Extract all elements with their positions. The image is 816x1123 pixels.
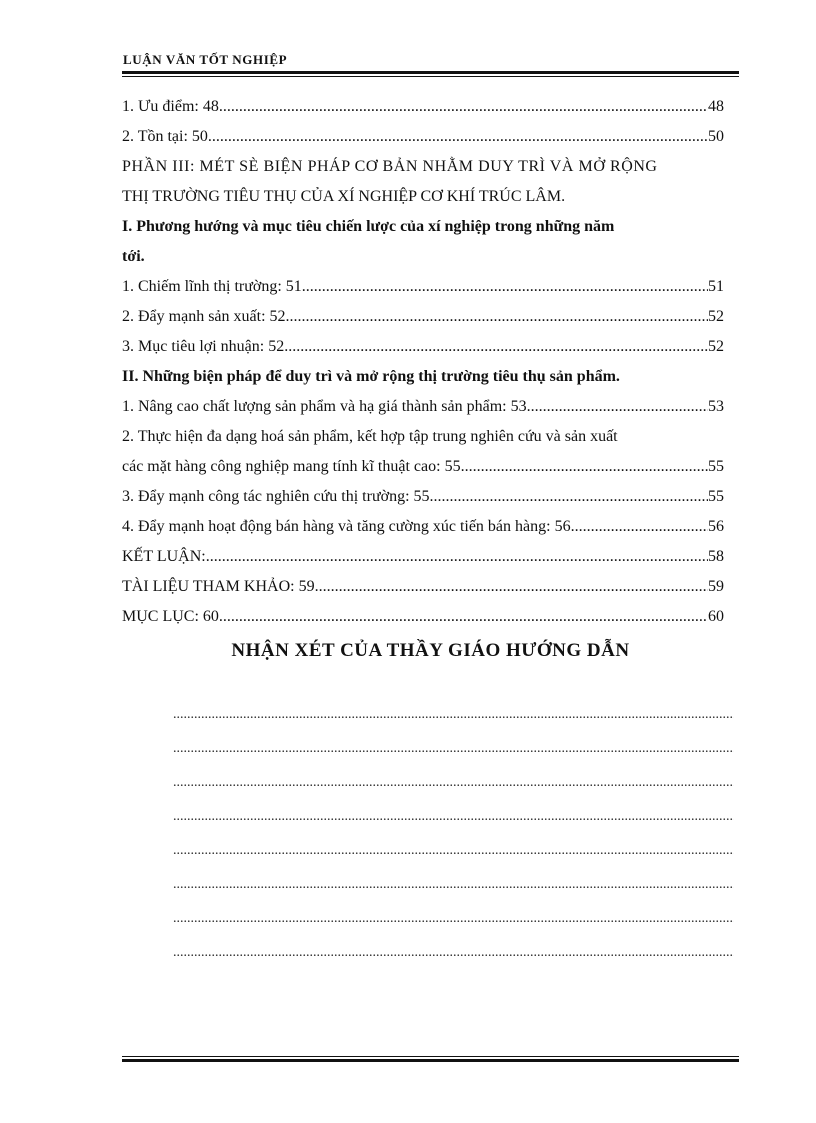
comment-dotted-line: [173, 773, 734, 807]
toc-entry: [122, 272, 724, 302]
toc-entry-page: 55: [708, 458, 724, 475]
toc-entry-text: 2. Tồn tại: 50: [122, 128, 208, 145]
comment-dotted-line: [173, 841, 734, 875]
toc-entry: [122, 302, 724, 332]
toc-dot-leader: [219, 92, 708, 122]
toc-dot-leader: [206, 542, 708, 572]
toc-part-heading: PHẦN III: MÉT SÈ BIỆN PHÁP CƠ BẢN NHẰM DUY TRÌ VÀ MỞ RỘNG: [122, 158, 658, 175]
toc-entry-text-wrapped: 2. Thực hiện đa dạng hoá sản phẩm, kết hợp tập trung nghiên cứu và sản xuất: [122, 428, 618, 445]
comment-dotted-line: [173, 909, 734, 943]
toc-entry: [122, 512, 724, 542]
toc-dot-leader: [571, 512, 708, 542]
toc-dot-leader: [286, 302, 708, 332]
toc-entry-text: 1. Chiếm lĩnh thị trường: 51: [122, 278, 302, 295]
comment-dotted-line: [173, 807, 734, 841]
toc-section-heading: II. Những biện pháp để duy trì và mở rộng thị trường tiêu thụ sản phẩm.: [122, 368, 620, 385]
toc-entry-text: 4. Đẩy mạnh hoạt động bán hàng và tăng cường xúc tiến bán hàng: 56: [122, 518, 571, 535]
toc-entry: [122, 482, 724, 512]
toc-entry: [122, 452, 724, 482]
toc-entry-page: 52: [708, 338, 724, 355]
header-double-rule: [122, 71, 739, 77]
toc-section-heading-continued: tới.: [122, 248, 145, 265]
toc-entry-page: 60: [708, 608, 724, 625]
toc-part-heading-continued: THỊ TRƯỜNG TIÊU THỤ CỦA XÍ NGHIỆP CƠ KHÍ TRÚC LÂM.: [122, 188, 566, 205]
toc-entry-page: 56: [708, 518, 724, 535]
toc-entry: [122, 572, 724, 602]
comment-dotted-line: [173, 705, 734, 739]
comment-dotted-line: [173, 739, 734, 773]
toc-entry-page: 50: [708, 128, 724, 145]
toc-entry-text: các mặt hàng công nghiệp mang tính kĩ thuật cao: 55: [122, 458, 461, 475]
toc-entry-page: 53: [708, 398, 724, 415]
toc-dot-leader: [315, 572, 708, 602]
toc-entry: [122, 392, 724, 422]
toc-entry: [122, 122, 724, 152]
toc-entry-page: 52: [708, 308, 724, 325]
toc-dot-leader: [302, 272, 708, 302]
toc-section-heading: I. Phương hướng và mục tiêu chiến lược của xí nghiệp trong những năm: [122, 218, 615, 235]
toc-dot-leader: [461, 452, 708, 482]
toc-entry: [122, 92, 724, 122]
toc-entry: [122, 602, 724, 632]
toc-entry-text: 3. Đẩy mạnh công tác nghiên cứu thị trường: 55: [122, 488, 430, 505]
advisor-comment-area: [173, 705, 734, 977]
footer-double-rule: [122, 1056, 739, 1062]
toc-entry-page: 55: [708, 488, 724, 505]
toc-dot-leader: [284, 332, 708, 362]
toc-entry-text: MỤC LỤC: 60: [122, 608, 219, 625]
comment-dotted-line: [173, 875, 734, 909]
page-header-title: LUẬN VĂN TỐT NGHIỆP: [123, 52, 288, 67]
toc-entry-text: 1. Ưu điểm: 48: [122, 98, 219, 115]
toc-dot-leader: [208, 122, 708, 152]
toc-entry-text: 1. Nâng cao chất lượng sản phẩm và hạ giá thành sản phẩm: 53: [122, 398, 527, 415]
advisor-comments-title: NHẬN XÉT CỦA THẦY GIÁO HƯỚNG DẪN: [231, 640, 630, 661]
comment-dotted-line: [173, 943, 734, 977]
toc-entry-text: TÀI LIỆU THAM KHẢO: 59: [122, 578, 315, 595]
toc-entry-text: KẾT LUẬN:: [122, 548, 206, 565]
toc-dot-leader: [219, 602, 708, 632]
table-of-contents: [122, 92, 724, 632]
toc-entry-text: 2. Đẩy mạnh sản xuất: 52: [122, 308, 286, 325]
toc-entry-page: 48: [708, 98, 724, 115]
toc-entry: [122, 542, 724, 572]
toc-entry-page: 58: [708, 548, 724, 565]
toc-entry-page: 59: [708, 578, 724, 595]
toc-entry-text: 3. Mục tiêu lợi nhuận: 52: [122, 338, 285, 355]
toc-dot-leader: [527, 392, 708, 422]
toc-entry: [122, 332, 724, 362]
toc-dot-leader: [430, 482, 708, 512]
toc-entry-page: 51: [708, 278, 724, 295]
